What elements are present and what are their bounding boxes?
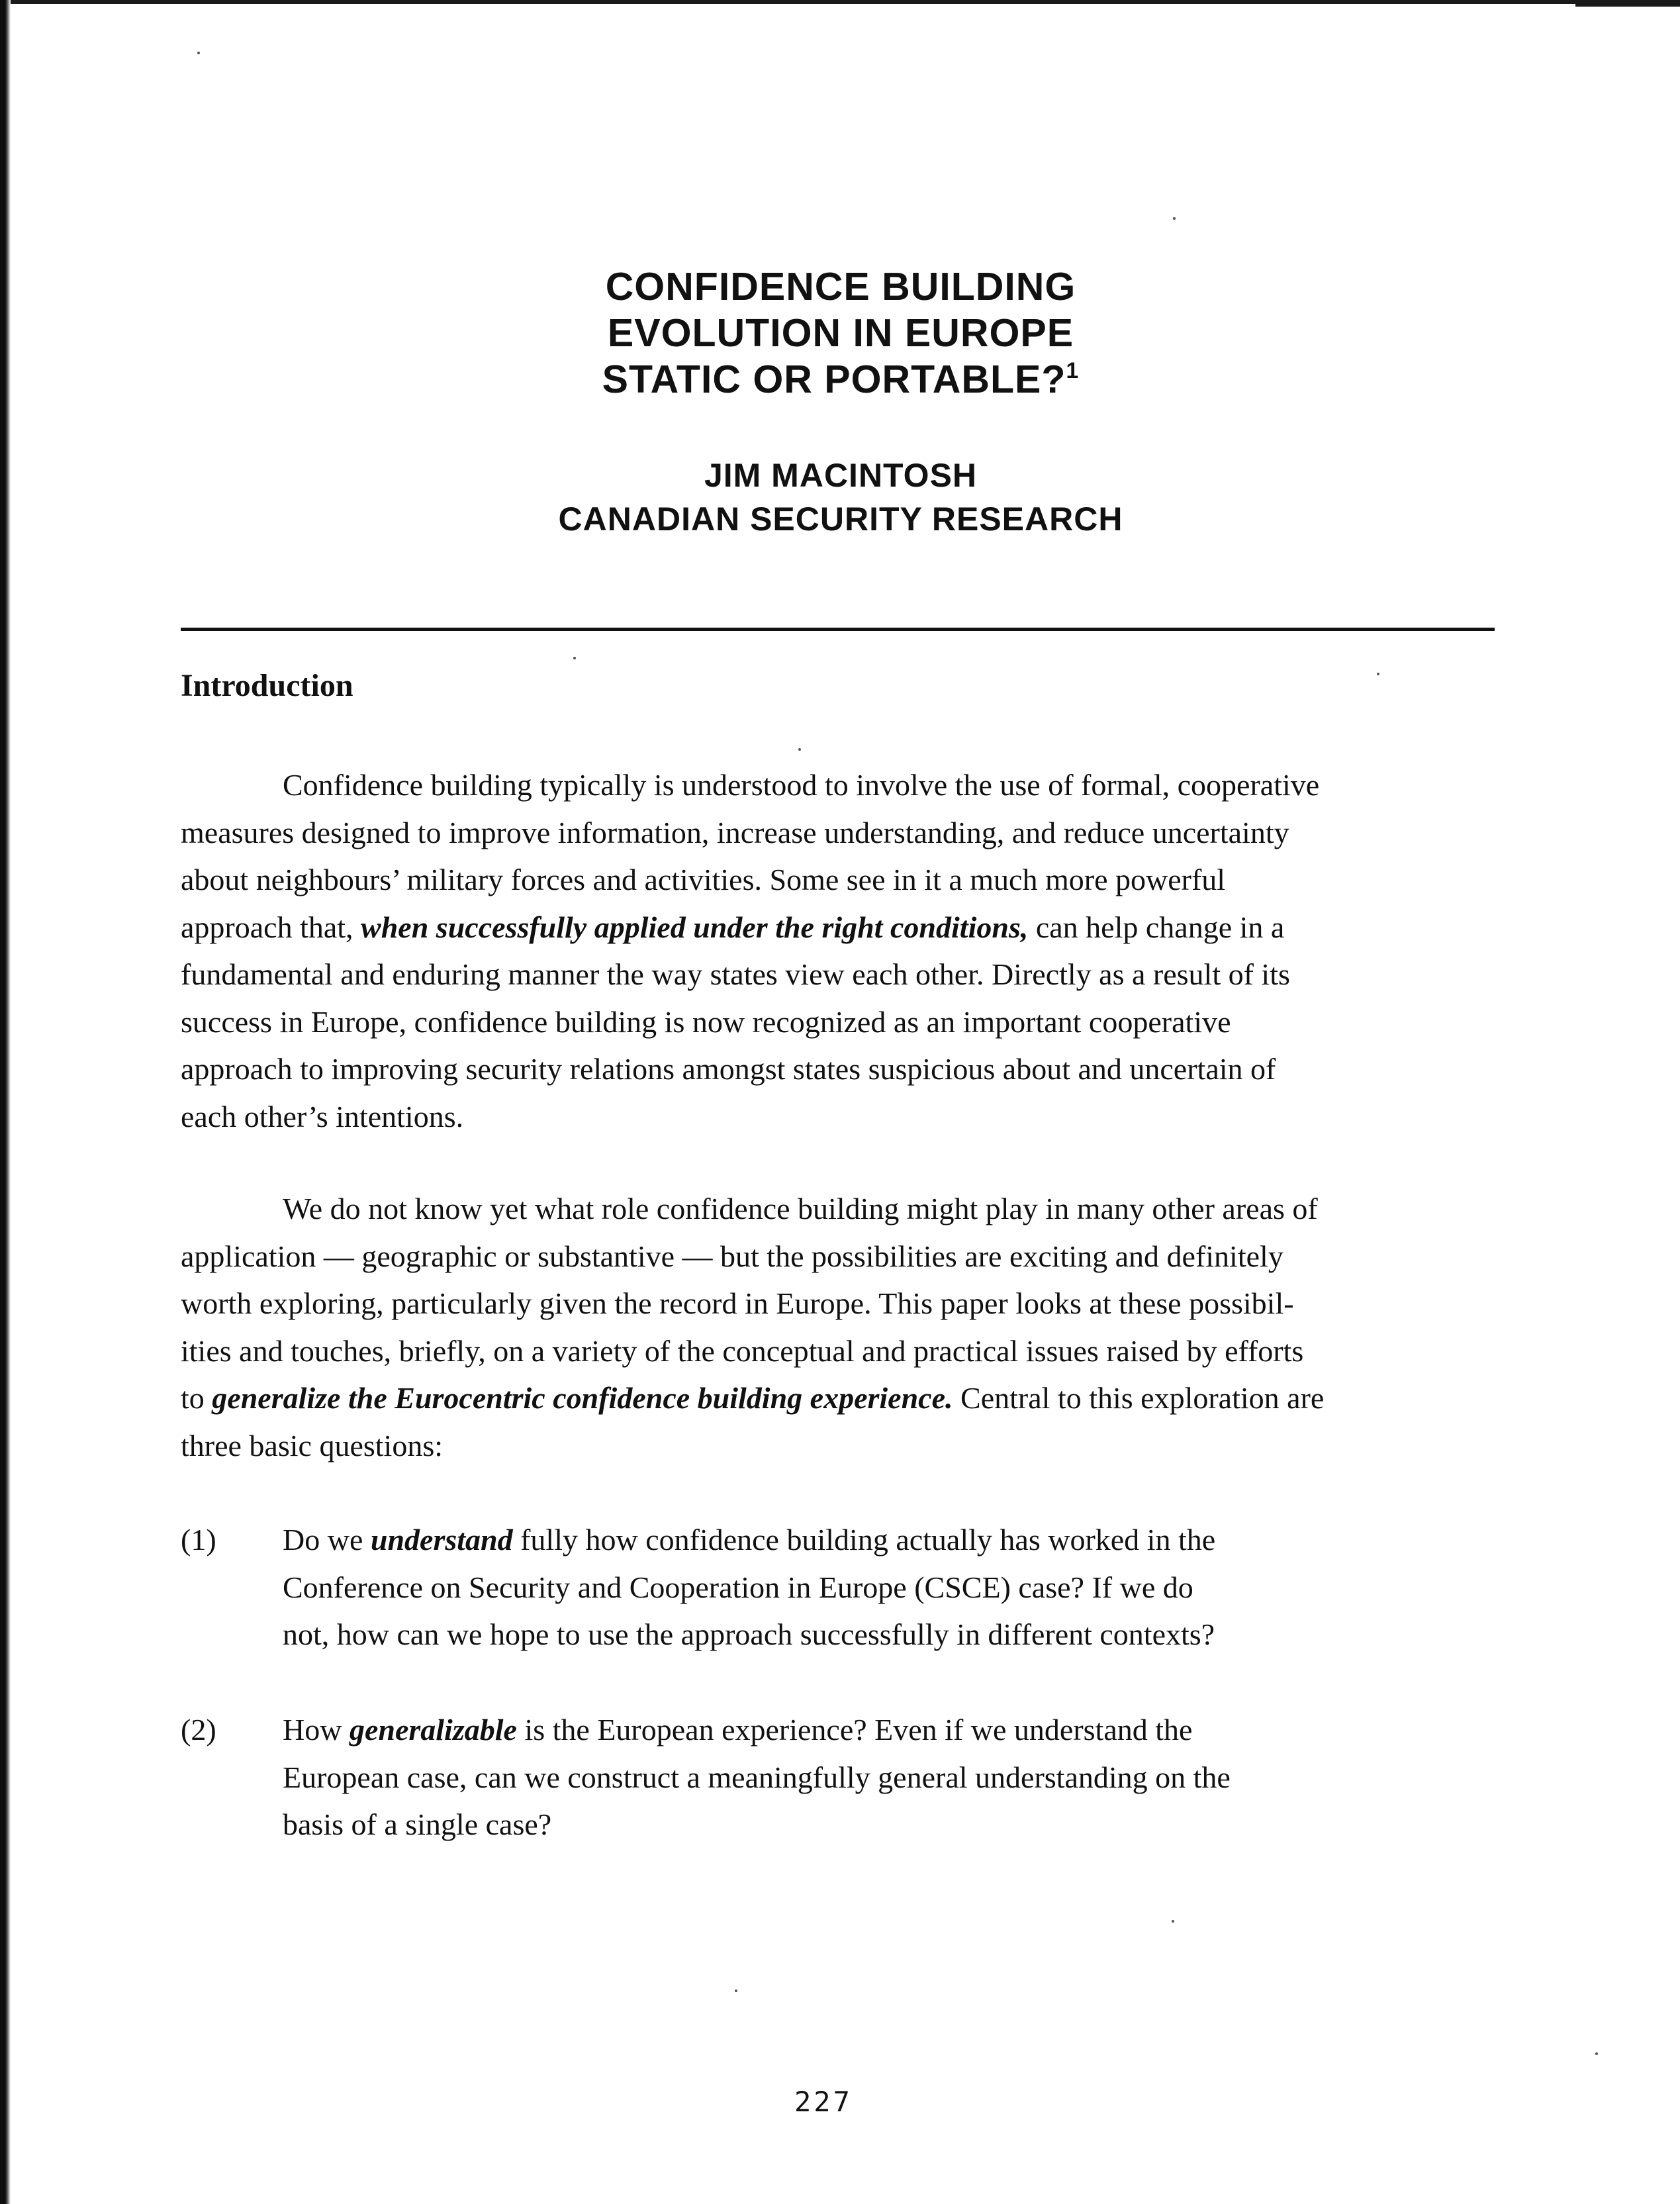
title-line-3 [397,356,1284,403]
paper-title [397,264,1284,403]
emphasis-text: understand [370,1523,513,1557]
paragraph-line: about neighbours’ military forces and activities. Some see in it a much more powerful [181,863,1226,896]
question-number: (2) [181,1713,216,1747]
scan-speck [197,52,200,54]
question-line [283,1706,1498,1754]
paragraph-line: application — geographic or substantive — but the possibilities are exciting and definitely [181,1239,1283,1273]
text-run: fully how confidence building actually has worked in the [512,1523,1216,1557]
scan-edge-top [0,0,1680,4]
footnote-marker: 1 [1066,358,1080,383]
horizontal-rule [181,628,1495,631]
scan-speck [1173,217,1176,220]
emphasis-text: generalizable [349,1713,517,1747]
paragraph-line: fundamental and enduring manner the way states view each other. Directly as a result of its [181,957,1290,991]
paragraph-line: worth exploring, particularly given the record in Europe. This paper looks at these possibil- [181,1286,1294,1320]
title-line-3-text: STATIC OR PORTABLE? [602,358,1066,401]
scan-speck [798,748,801,751]
question-line: Conference on Security and Cooperation in Europe (CSCE) case? If we do [283,1570,1193,1604]
question-body [283,1516,1498,1658]
scan-edge-left [0,0,11,2204]
text-run: Central to this exploration are [953,1381,1325,1415]
scan-speck [1172,1920,1174,1923]
text-run: approach that, [181,910,361,944]
text-run: is the European experience? Even if we understand the [516,1713,1193,1747]
paragraph-line: three basic questions: [181,1428,443,1462]
scan-edge-corner [1575,0,1680,7]
paragraph-line [181,1374,1498,1422]
author-name: JIM MACINTOSH [704,457,978,494]
paragraph-line: each other’s intentions. [181,1099,464,1133]
text-run: How [283,1713,350,1747]
paragraph-line: Confidence building typically is understood to involve the use of formal, cooperative [283,768,1320,802]
paragraph-line: ities and touches, briefly, on a variety of the conceptual and practical issues raised by efforts [181,1333,1304,1368]
question-line: European case, can we construct a meaningfully general understanding on the [283,1760,1231,1794]
author-affiliation: CANADIAN SECURITY RESEARCH [558,501,1123,538]
text-run: Do we [283,1523,371,1557]
paragraph-2 [181,1185,1498,1469]
scan-speck [735,1989,737,1992]
section-heading: Introduction [181,668,353,703]
question-line: basis of a single case? [283,1807,552,1841]
paragraph-line [181,904,1498,951]
question-body [283,1706,1498,1848]
paragraph-1 [181,761,1498,1140]
author-block [397,454,1284,541]
text-run: can help change in a [1028,910,1285,944]
paragraph-line: measures designed to improve information, increase understanding, and reduce uncertainty [181,815,1289,849]
text-run: to [181,1381,212,1415]
emphasis-text: when successfully applied under the right conditions, [361,910,1029,944]
emphasis-text: generalize the Eurocentric confidence building experience. [212,1381,953,1415]
paragraph-line: We do not know yet what role confidence building might play in many other areas of [283,1192,1318,1225]
title-line-2: EVOLUTION IN EUROPE [607,311,1074,355]
title-line-1: CONFIDENCE BUILDING [605,265,1076,309]
question-number: (1) [181,1523,216,1557]
question-line [283,1516,1498,1564]
scan-speck [1377,673,1379,675]
scan-speck [1595,2052,1598,2055]
page-number: 227 [794,2085,853,2118]
paragraph-line: approach to improving security relations amongst states suspicious about and uncertain of [181,1052,1276,1086]
scan-speck [573,657,576,659]
paragraph-line: success in Europe, confidence building is now recognized as an important cooperative [181,1004,1231,1039]
question-line: not, how can we hope to use the approach successfully in different contexts? [283,1617,1215,1651]
